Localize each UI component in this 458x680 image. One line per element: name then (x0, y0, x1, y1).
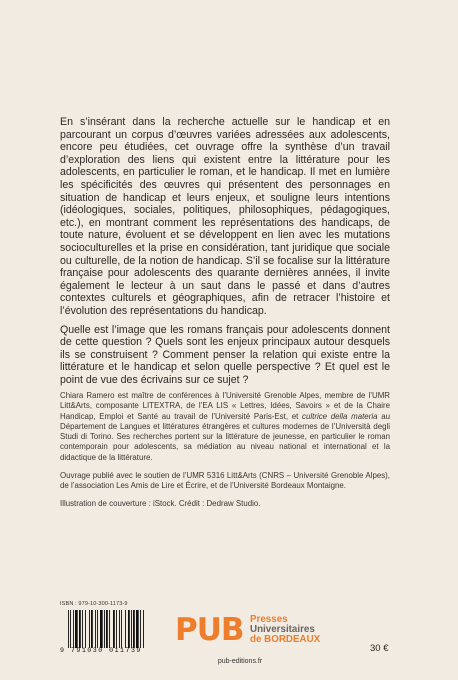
barcode-bar (128, 610, 130, 648)
barcode-bar (97, 610, 98, 648)
isbn-label: ISBN : 979-10-300-1173-9 (60, 601, 128, 607)
barcode-bar (70, 610, 71, 648)
barcode-bar (121, 610, 122, 648)
barcode-bar (89, 610, 90, 648)
summary-text (60, 116, 390, 392)
barcode-bar (143, 610, 144, 648)
barcode (68, 610, 168, 648)
barcode-bar (133, 610, 135, 648)
author-bio-part-1: Chiara Ramero est maître de conférences à l’Université Grenoble Alpes, membre de l’UMR Litt&Arts, composante LITEXTRA, de l’EA LIS « Lettres, Idées, Savoirs » et de la Chaire Handicap, Emploi et Santé au travail de l’Université Paris-Est, et (60, 391, 390, 421)
price: 30 € (370, 643, 389, 654)
barcode-bar (131, 610, 132, 648)
barcode-bar (116, 610, 117, 648)
barcode-bar (85, 610, 86, 648)
barcode-bar (106, 610, 108, 648)
barcode-digits: 9 791030 011739 (60, 647, 142, 654)
barcode-bar (82, 610, 83, 648)
publisher-logo-mark: PUB (175, 612, 244, 648)
publisher-website: pub-editions.fr (217, 658, 263, 665)
publisher-logo (175, 612, 385, 665)
barcode-bar (119, 610, 120, 648)
publisher-name-line-3: de BORDEAUX (250, 634, 321, 646)
author-bio (60, 391, 390, 463)
barcode-bar (75, 610, 78, 648)
barcode-bar (140, 610, 141, 648)
summary-paragraph-2: Quelle est l’image que les romans français pour adolescents donnent de cette question ? Quels sont les enjeux principaux autour desquels ils se construisent ? Comment penser la relation qui existe entre la littérature et le handicap et selon quelle perspective ? Et quel est le point de vue des écrivains sur ce sujet ? (60, 323, 390, 386)
barcode-bar (91, 610, 93, 648)
barcode-bar (136, 610, 139, 648)
author-bio-italic: cultrice della materia (302, 411, 378, 421)
barcode-bar (113, 610, 115, 648)
publisher-name (250, 615, 320, 646)
publisher-name-line-1: Presses (250, 614, 288, 625)
barcode-bar (73, 610, 74, 648)
barcode-bar (79, 610, 81, 648)
support-note: Ouvrage publié avec le soutien de l’UMR 5316 Litt&Arts (CNRS – Université Grenoble Alpes), de l’association Les Amis de Lire et Écrire, et de l’Université Bordeaux Montaigne. (60, 471, 390, 491)
barcode-bar (125, 610, 126, 648)
illustration-credit: Illustration de couverture : iStock. Crédit : Dedraw Studio. (60, 498, 261, 508)
barcode-bar (100, 610, 103, 648)
barcode-bar (68, 610, 69, 648)
summary-paragraph-1: En s’insérant dans la recherche actuelle sur le handicap et en parcourant un corpus d’œuvres variées adressées aux adolescents, encore peu étudiées, cet ouvrage offre la synthèse d’un travail d’exploration des liens qui existent entre la littérature pour les adolescents, en particulier le roman, et le handicap. Il met en lumière les spécificités des œuvres qui présentent des personnages en situation de handicap et leurs enjeux, et souligne leurs intentions (idéologiques, sociales, politiques, philosophiques, pédagogiques, etc.), en montrant comment les représentations des handicaps, de toute nature, évoluent et se développent en lien avec les mutations socioculturelles et la prise en considération, tant juridique que sociale ou culturelle, de la notion de handicap. S’il se focalise sur la littérature française pour adolescents des quarante dernières années, il invite également le lecteur à un saut dans le passé et dans d’autres contextes culturels et géographiques, afin de retracer l’histoire et l’évolution des représentations du handicap. (60, 116, 390, 317)
barcode-bar (95, 610, 96, 648)
author-section (60, 391, 390, 517)
author-bio-part-2: au Département de Langues et littératures étrangères et cultures modernes de l’Università degli Studi di Torino. Ses recherches portent sur la littérature de jeunesse, en particulier le roman contemporain pour adolescents, sa médiation au niveau national et international et la didactique de la littérature. (60, 411, 390, 462)
barcode-block (60, 601, 170, 657)
barcode-bar (104, 610, 105, 648)
publisher-name-line-2: Universitaires (250, 624, 315, 636)
barcode-bar (109, 610, 110, 648)
